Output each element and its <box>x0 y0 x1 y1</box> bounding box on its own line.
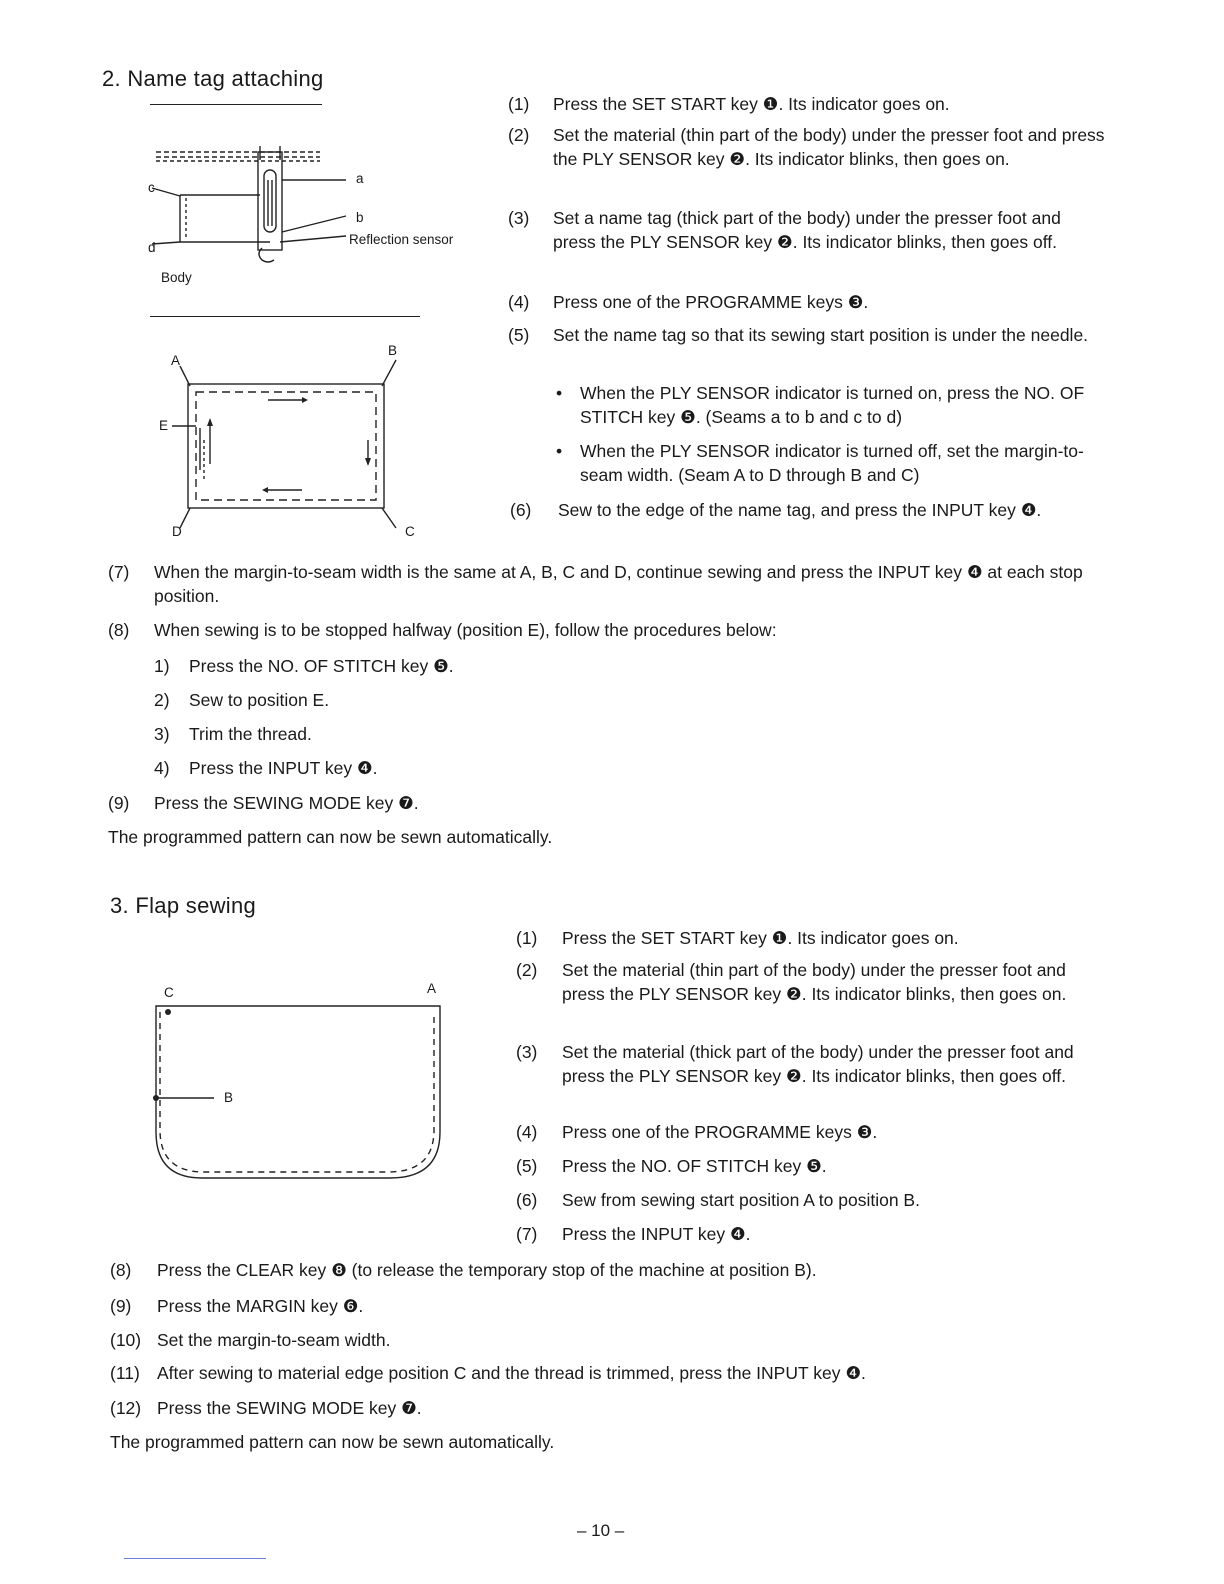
flap-diagram <box>140 990 460 1190</box>
section-2-heading: 2. Name tag attaching <box>102 66 324 91</box>
step-item: (5) Press the NO. OF STITCH key ❺. <box>516 1156 827 1176</box>
step-item: (8) When sewing is to be stopped halfway (position E), follow the procedures below: <box>108 620 777 640</box>
label-C: C <box>405 524 415 539</box>
flap-label-C: C <box>164 985 174 1000</box>
name-tag-seam-diagram <box>150 340 430 540</box>
step-item: (4) Press one of the PROGRAMME keys ❸. <box>516 1122 878 1142</box>
substep-item: 2) Sew to position E. <box>154 690 330 710</box>
page-number: – 10 – <box>577 1521 625 1540</box>
label-d: d <box>148 240 156 255</box>
step-item: (1) Press the SET START key ❶. Its indicator goes on. <box>516 928 959 948</box>
label-reflection-sensor: Reflection sensor <box>349 232 454 247</box>
flap-label-A: A <box>427 981 437 996</box>
section-3-heading: 3. Flap sewing <box>110 893 257 918</box>
substep-item: 3) Trim the thread. <box>154 724 312 744</box>
step-item: (3) Set a name tag (thick part of the body) under the presser foot and press the PLY SENSOR key ❷. Its indicator blinks, then goes off. <box>508 208 1061 252</box>
label-B: B <box>388 343 398 358</box>
diagram-divider <box>150 316 420 317</box>
step-item: (2) Set the material (thin part of the body) under the presser foot and press the PLY SENSOR key ❷. Its indicator blinks, then goes on. <box>508 125 1105 169</box>
label-b: b <box>356 210 364 225</box>
step-item: (4) Press one of the PROGRAMME keys ❸. <box>508 292 869 312</box>
heading-underline <box>150 104 322 105</box>
step-item: (10) Set the margin-to-seam width. <box>110 1330 391 1350</box>
step-item: (7) Press the INPUT key ❹. <box>516 1224 751 1244</box>
bullet-item: • When the PLY SENSOR indicator is turned off, set the margin-to-seam width. (Seam A to D through B and C) <box>556 441 1084 485</box>
label-D: D <box>172 524 182 539</box>
step-item: (8) Press the CLEAR key ❽ (to release the temporary stop of the machine at position B). <box>110 1260 817 1280</box>
step-item: (6) Sew from sewing start position A to position B. <box>516 1190 920 1210</box>
step-item: (12) Press the SEWING MODE key ❼. <box>110 1398 422 1418</box>
footer-rule <box>124 1558 266 1559</box>
substep-item: 4) Press the INPUT key ❹. <box>154 758 378 778</box>
step-item: (2) Set the material (thin part of the body) under the presser foot and press the PLY SENSOR key ❷. Its indicator blinks, then goes on. <box>516 960 1067 1004</box>
label-A: A <box>171 353 181 368</box>
label-a: a <box>356 171 364 186</box>
step-item: (1) Press the SET START key ❶. Its indicator goes on. <box>508 94 950 114</box>
bullet-item: • When the PLY SENSOR indicator is turned on, press the NO. OF STITCH key ❺. (Seams a to b and c to d) <box>556 383 1085 427</box>
step-item: (9) Press the SEWING MODE key ❼. <box>108 793 419 813</box>
flap-label-B: B <box>224 1090 234 1105</box>
label-c: c <box>148 180 155 195</box>
label-E: E <box>159 418 169 433</box>
closing-text: The programmed pattern can now be sewn automatically. <box>108 827 553 847</box>
substep-item: 1) Press the NO. OF STITCH key ❺. <box>154 656 454 676</box>
closing-text: The programmed pattern can now be sewn automatically. <box>110 1432 555 1452</box>
step-item: (7) When the margin-to-seam width is the same at A, B, C and D, continue sewing and press the INPUT key ❹ at each stop position. <box>108 562 1083 606</box>
step-item: (11) After sewing to material edge position C and the thread is trimmed, press the INPUT key ❹. <box>110 1363 866 1383</box>
step-item: (6) Sew to the edge of the name tag, and press the INPUT key ❹. <box>510 500 1042 520</box>
step-item: (9) Press the MARGIN key ❻. <box>110 1296 364 1316</box>
label-body: Body <box>161 270 192 285</box>
step-item: (5) Set the name tag so that its sewing start position is under the needle. <box>508 325 1089 345</box>
step-item: (3) Set the material (thick part of the body) under the presser foot and press the PLY SENSOR key ❷. Its indicator blinks, then goes off. <box>516 1042 1074 1086</box>
